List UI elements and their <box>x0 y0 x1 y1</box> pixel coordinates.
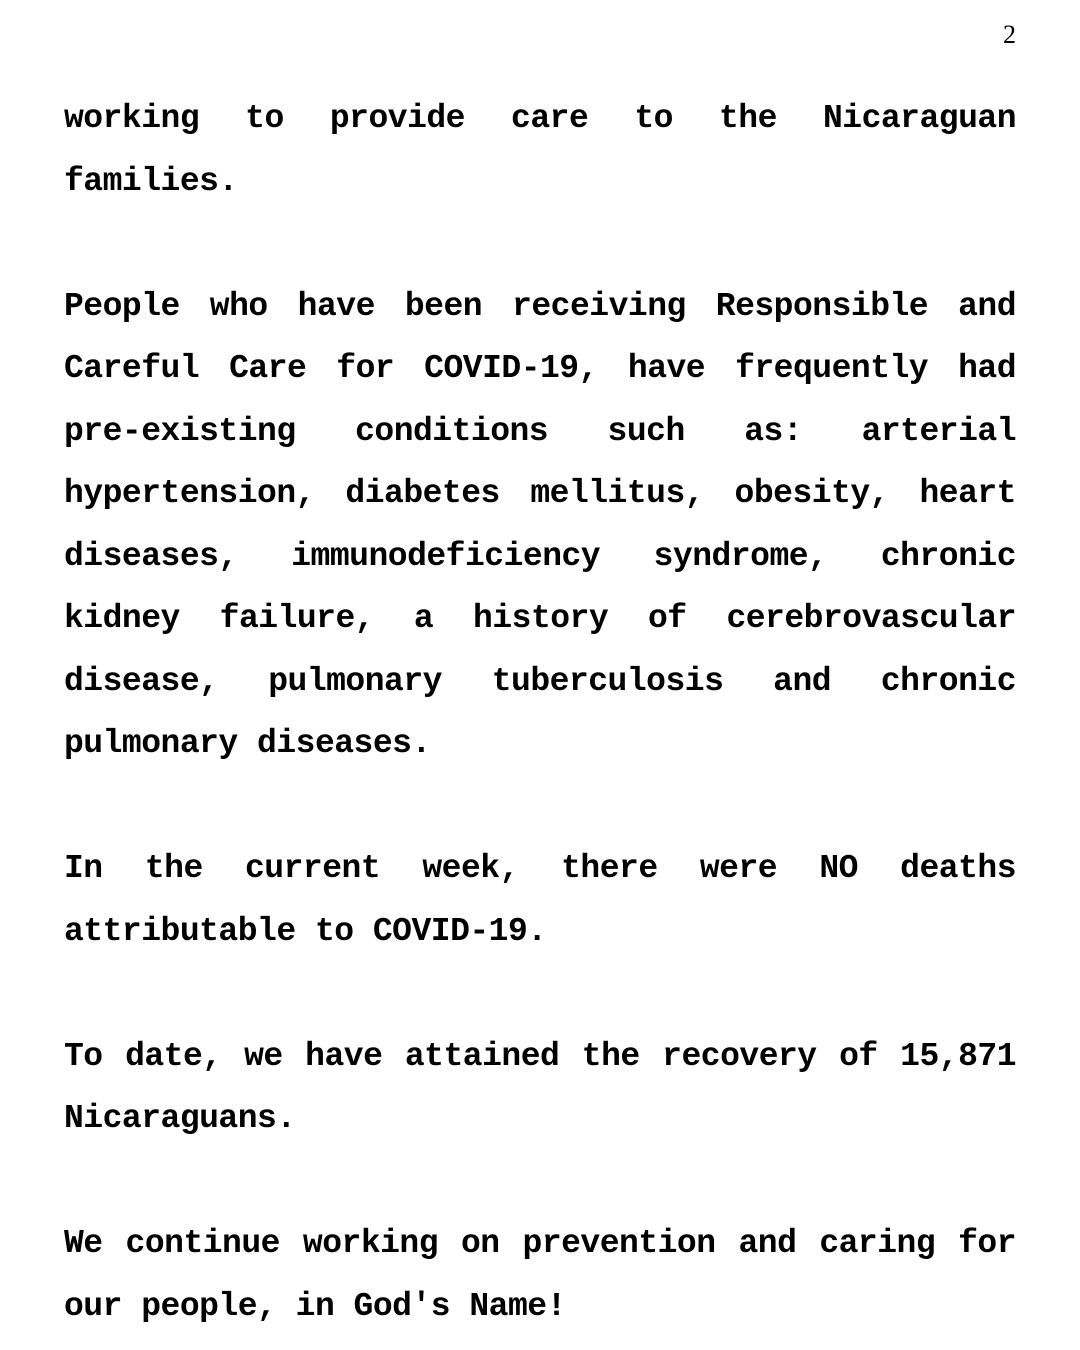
paragraph-care-continuation: working to provide care to the Nicaraguan families. <box>64 100 1016 200</box>
paragraph-pre-existing-conditions: People who have been receiving Responsible and Careful Care for COVID-19, have frequently had pre-existing conditions such as: arterial hypertension, diabetes mellitus, obesity, heart diseases, immunodeficiency syndrome, chronic kidney failure, a history of cerebrovascular disease, pulmonary tuberculosis and chronic pulmonary diseases. <box>64 287 1016 762</box>
page-number: 2 <box>1003 20 1016 49</box>
paragraph-closing: We continue working on prevention and caring for our people, in God's Name! <box>64 1225 1016 1325</box>
document-body <box>64 88 1016 1338</box>
paragraph-recoveries: To date, we have attained the recovery of 15,871 Nicaraguans. <box>64 1037 1016 1137</box>
paragraph-deaths-this-week: In the current week, there were NO deaths attributable to COVID-19. <box>64 850 1016 950</box>
